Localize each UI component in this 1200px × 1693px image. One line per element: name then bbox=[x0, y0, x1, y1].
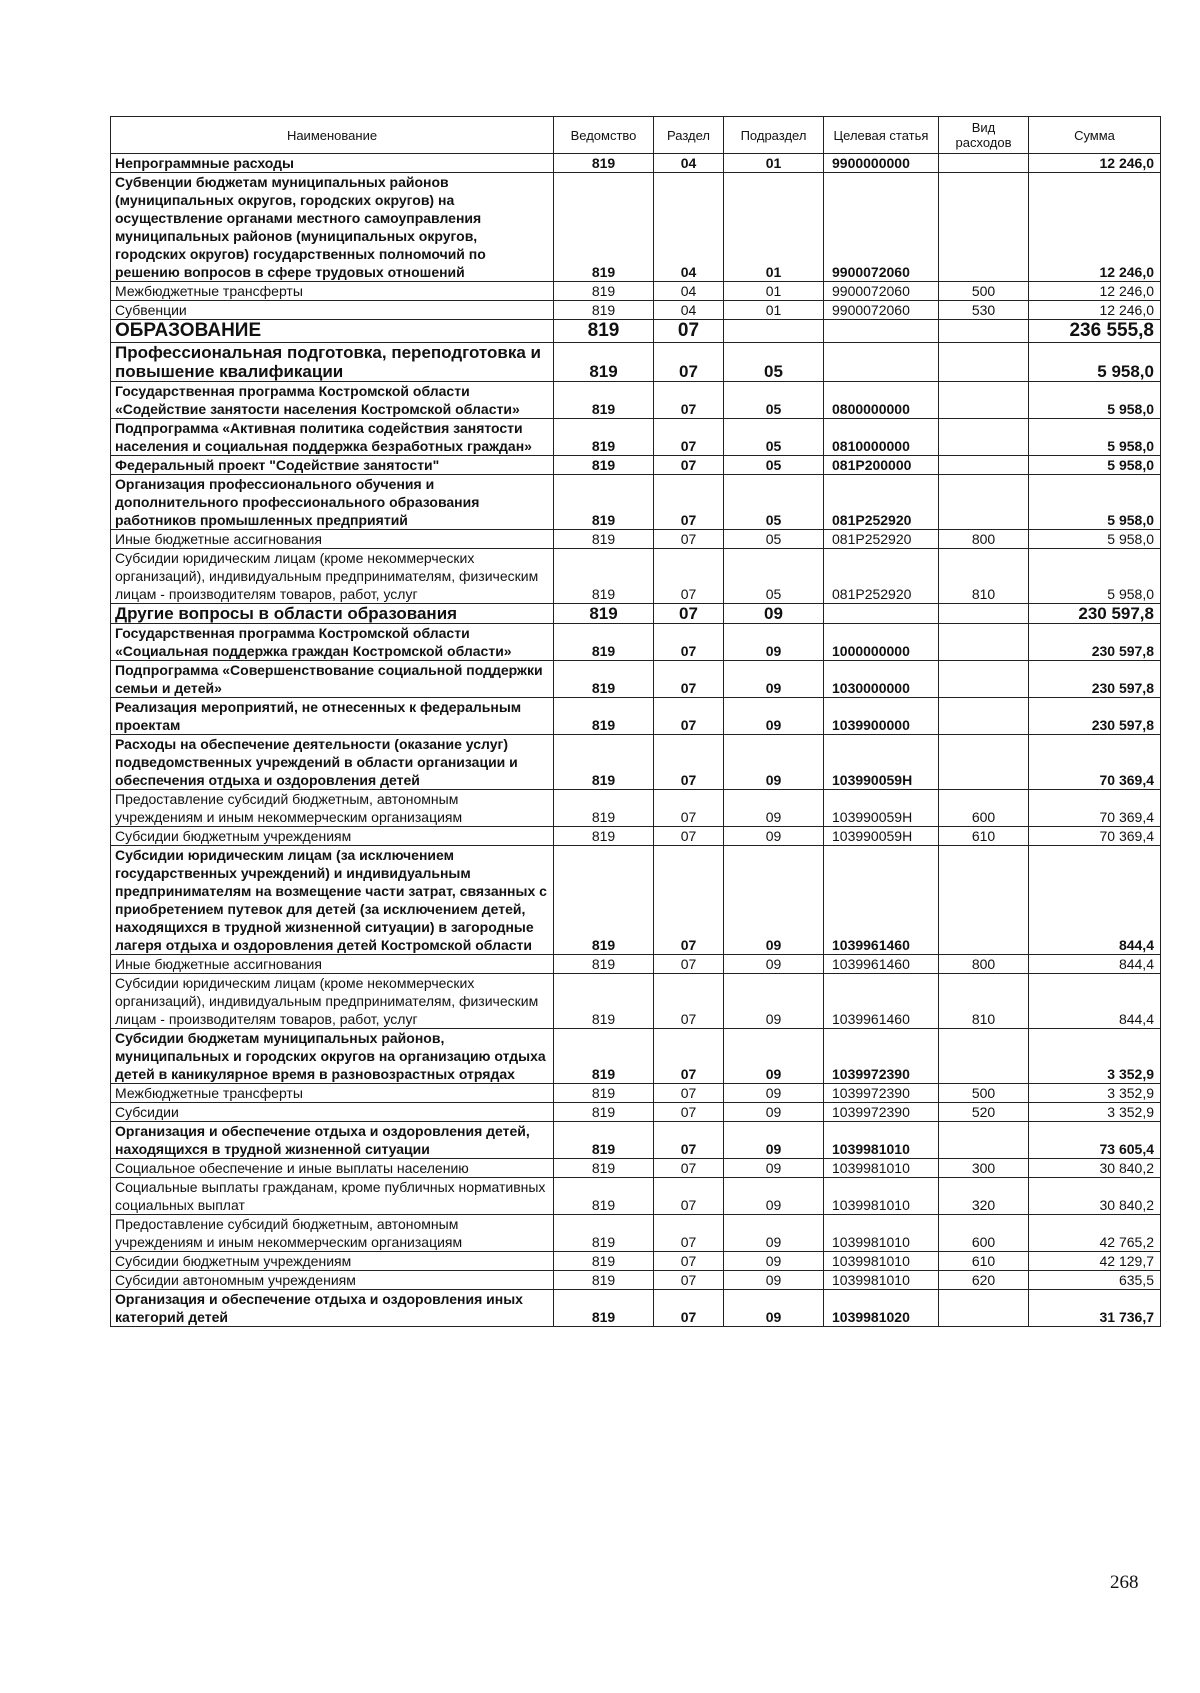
cell-celevaya-statya: 1039961460 bbox=[824, 974, 939, 1029]
cell-razdel: 07 bbox=[654, 1178, 724, 1215]
cell-name: Иные бюджетные ассигнования bbox=[111, 955, 554, 974]
cell-razdel: 07 bbox=[654, 698, 724, 735]
cell-podrazdel: 09 bbox=[724, 1271, 824, 1290]
cell-vedomstvo: 819 bbox=[554, 661, 654, 698]
cell-summa: 844,4 bbox=[1029, 974, 1161, 1029]
cell-summa: 30 840,2 bbox=[1029, 1159, 1161, 1178]
cell-vedomstvo: 819 bbox=[554, 1084, 654, 1103]
cell-celevaya-statya: 1039900000 bbox=[824, 698, 939, 735]
cell-podrazdel: 09 bbox=[724, 846, 824, 955]
cell-podrazdel: 09 bbox=[724, 1029, 824, 1084]
table-row bbox=[111, 475, 1161, 530]
cell-vedomstvo: 819 bbox=[554, 530, 654, 549]
budget-table bbox=[110, 116, 1161, 1327]
cell-vid-raskhodov: 810 bbox=[939, 974, 1029, 1029]
table-row bbox=[111, 846, 1161, 955]
cell-summa: 5 958,0 bbox=[1029, 549, 1161, 604]
cell-name: ОБРАЗОВАНИЕ bbox=[111, 320, 554, 343]
cell-celevaya-statya: 103990059Н bbox=[824, 827, 939, 846]
cell-celevaya-statya: 1039981010 bbox=[824, 1122, 939, 1159]
cell-celevaya-statya: 9900000000 bbox=[824, 154, 939, 173]
cell-podrazdel: 09 bbox=[724, 604, 824, 624]
cell-razdel: 07 bbox=[654, 604, 724, 624]
cell-razdel: 07 bbox=[654, 846, 724, 955]
cell-name: Подпрограмма «Совершенствование социальной поддержки семьи и детей» bbox=[111, 661, 554, 698]
cell-celevaya-statya: 1039972390 bbox=[824, 1029, 939, 1084]
cell-razdel: 07 bbox=[654, 661, 724, 698]
cell-summa: 5 958,0 bbox=[1029, 343, 1161, 382]
cell-name: Субсидии юридическим лицам (кроме некоммерческих организаций), индивидуальным предпринимателям, физическим лицам - производителям товаров, работ, услуг bbox=[111, 974, 554, 1029]
cell-celevaya-statya: 1039972390 bbox=[824, 1084, 939, 1103]
header-summa: Сумма bbox=[1029, 117, 1161, 154]
cell-vid-raskhodov: 610 bbox=[939, 827, 1029, 846]
cell-summa: 5 958,0 bbox=[1029, 419, 1161, 456]
cell-vid-raskhodov bbox=[939, 1290, 1029, 1327]
cell-celevaya-statya: 1039981010 bbox=[824, 1252, 939, 1271]
cell-summa: 12 246,0 bbox=[1029, 154, 1161, 173]
cell-name: Организация и обеспечение отдыха и оздоровления иных категорий детей bbox=[111, 1290, 554, 1327]
cell-name: Государственная программа Костромской области «Социальная поддержка граждан Костромской области» bbox=[111, 624, 554, 661]
cell-vid-raskhodov: 600 bbox=[939, 790, 1029, 827]
cell-vid-raskhodov: 320 bbox=[939, 1178, 1029, 1215]
cell-vid-raskhodov bbox=[939, 475, 1029, 530]
cell-vedomstvo: 819 bbox=[554, 827, 654, 846]
cell-vid-raskhodov bbox=[939, 320, 1029, 343]
cell-razdel: 07 bbox=[654, 320, 724, 343]
cell-summa: 844,4 bbox=[1029, 955, 1161, 974]
cell-summa: 844,4 bbox=[1029, 846, 1161, 955]
cell-vedomstvo: 819 bbox=[554, 282, 654, 301]
cell-summa: 230 597,8 bbox=[1029, 698, 1161, 735]
cell-podrazdel: 05 bbox=[724, 456, 824, 475]
cell-name: Профессиональная подготовка, переподготовка и повышение квалификации bbox=[111, 343, 554, 382]
cell-celevaya-statya: 1000000000 bbox=[824, 624, 939, 661]
cell-podrazdel bbox=[724, 320, 824, 343]
cell-summa: 12 246,0 bbox=[1029, 173, 1161, 282]
table-row bbox=[111, 301, 1161, 320]
cell-celevaya-statya: 1039972390 bbox=[824, 1103, 939, 1122]
cell-name: Социальное обеспечение и иные выплаты населению bbox=[111, 1159, 554, 1178]
table-row bbox=[111, 419, 1161, 456]
cell-razdel: 04 bbox=[654, 301, 724, 320]
cell-name: Предоставление субсидий бюджетным, автономным учреждениям и иным некоммерческим организациям bbox=[111, 1215, 554, 1252]
cell-summa: 230 597,8 bbox=[1029, 624, 1161, 661]
cell-name: Организация профессионального обучения и дополнительного профессионального образования работников промышленных предприятий bbox=[111, 475, 554, 530]
cell-vid-raskhodov: 500 bbox=[939, 282, 1029, 301]
cell-celevaya-statya: 103990059Н bbox=[824, 790, 939, 827]
cell-podrazdel: 09 bbox=[724, 1290, 824, 1327]
cell-summa: 73 605,4 bbox=[1029, 1122, 1161, 1159]
table-row bbox=[111, 173, 1161, 282]
cell-name: Субсидии юридическим лицам (кроме некоммерческих организаций), индивидуальным предпринимателям, физическим лицам - производителям товаров, работ, услуг bbox=[111, 549, 554, 604]
cell-vedomstvo: 819 bbox=[554, 1103, 654, 1122]
cell-vedomstvo: 819 bbox=[554, 790, 654, 827]
cell-vedomstvo: 819 bbox=[554, 154, 654, 173]
table-row bbox=[111, 549, 1161, 604]
cell-vedomstvo: 819 bbox=[554, 320, 654, 343]
cell-razdel: 07 bbox=[654, 343, 724, 382]
table-row bbox=[111, 320, 1161, 343]
cell-name: Субсидии юридическим лицам (за исключением государственных учреждений) и индивидуальным предпринимателям на возмещение части затрат, связанных с приобретением путевок для детей (за исключением детей, находящихся в трудной жизненной ситуации) в загородные лагеря отдыха и оздоровления детей Костромской области bbox=[111, 846, 554, 955]
table-row bbox=[111, 382, 1161, 419]
cell-podrazdel: 09 bbox=[724, 1084, 824, 1103]
cell-vid-raskhodov: 520 bbox=[939, 1103, 1029, 1122]
header-row bbox=[111, 117, 1161, 154]
cell-razdel: 04 bbox=[654, 154, 724, 173]
table-row bbox=[111, 735, 1161, 790]
cell-razdel: 07 bbox=[654, 827, 724, 846]
cell-vid-raskhodov bbox=[939, 604, 1029, 624]
cell-name: Расходы на обеспечение деятельности (оказание услуг) подведомственных учреждений в области организации и обеспечения отдыха и оздоровления детей bbox=[111, 735, 554, 790]
cell-celevaya-statya: 1039981010 bbox=[824, 1215, 939, 1252]
cell-podrazdel: 05 bbox=[724, 530, 824, 549]
cell-razdel: 07 bbox=[654, 1290, 724, 1327]
cell-name: Непрограммные расходы bbox=[111, 154, 554, 173]
cell-name: Субсидии бюджетам муниципальных районов, муниципальных и городских округов на организацию отдыха детей в каникулярное время в разновозрастных отрядах bbox=[111, 1029, 554, 1084]
cell-vid-raskhodov: 300 bbox=[939, 1159, 1029, 1178]
cell-celevaya-statya bbox=[824, 320, 939, 343]
header-celevaya: Целевая статья bbox=[824, 117, 939, 154]
table-row bbox=[111, 661, 1161, 698]
cell-celevaya-statya: 1039961460 bbox=[824, 955, 939, 974]
cell-vedomstvo: 819 bbox=[554, 1159, 654, 1178]
cell-celevaya-statya: 0810000000 bbox=[824, 419, 939, 456]
cell-celevaya-statya bbox=[824, 604, 939, 624]
cell-vedomstvo: 819 bbox=[554, 604, 654, 624]
cell-razdel: 07 bbox=[654, 790, 724, 827]
cell-vedomstvo: 819 bbox=[554, 419, 654, 456]
cell-name: Реализация мероприятий, не отнесенных к федеральным проектам bbox=[111, 698, 554, 735]
cell-vid-raskhodov bbox=[939, 343, 1029, 382]
cell-vedomstvo: 819 bbox=[554, 846, 654, 955]
table-row bbox=[111, 1084, 1161, 1103]
cell-vid-raskhodov: 800 bbox=[939, 955, 1029, 974]
cell-podrazdel: 05 bbox=[724, 549, 824, 604]
table-row bbox=[111, 530, 1161, 549]
cell-celevaya-statya: 081P200000 bbox=[824, 456, 939, 475]
cell-vedomstvo: 819 bbox=[554, 549, 654, 604]
cell-summa: 12 246,0 bbox=[1029, 282, 1161, 301]
cell-celevaya-statya: 081P252920 bbox=[824, 549, 939, 604]
cell-razdel: 07 bbox=[654, 1159, 724, 1178]
table-row bbox=[111, 343, 1161, 382]
cell-summa: 31 736,7 bbox=[1029, 1290, 1161, 1327]
header-vedomstvo: Ведомство bbox=[554, 117, 654, 154]
cell-podrazdel: 09 bbox=[724, 974, 824, 1029]
cell-podrazdel: 09 bbox=[724, 827, 824, 846]
table-row bbox=[111, 1290, 1161, 1327]
cell-vid-raskhodov bbox=[939, 154, 1029, 173]
cell-razdel: 07 bbox=[654, 1122, 724, 1159]
cell-vedomstvo: 819 bbox=[554, 343, 654, 382]
cell-vedomstvo: 819 bbox=[554, 301, 654, 320]
cell-podrazdel: 01 bbox=[724, 173, 824, 282]
cell-razdel: 07 bbox=[654, 1252, 724, 1271]
cell-celevaya-statya: 1039981020 bbox=[824, 1290, 939, 1327]
cell-vid-raskhodov: 610 bbox=[939, 1252, 1029, 1271]
cell-podrazdel: 05 bbox=[724, 382, 824, 419]
table-row bbox=[111, 456, 1161, 475]
cell-podrazdel: 09 bbox=[724, 735, 824, 790]
cell-vedomstvo: 819 bbox=[554, 456, 654, 475]
cell-razdel: 07 bbox=[654, 1029, 724, 1084]
cell-name: Иные бюджетные ассигнования bbox=[111, 530, 554, 549]
cell-vid-raskhodov bbox=[939, 456, 1029, 475]
cell-podrazdel: 09 bbox=[724, 698, 824, 735]
cell-summa: 42 765,2 bbox=[1029, 1215, 1161, 1252]
cell-vid-raskhodov bbox=[939, 1029, 1029, 1084]
cell-razdel: 07 bbox=[654, 419, 724, 456]
cell-vid-raskhodov bbox=[939, 698, 1029, 735]
cell-celevaya-statya: 1039981010 bbox=[824, 1271, 939, 1290]
cell-celevaya-statya: 9900072060 bbox=[824, 173, 939, 282]
table-row bbox=[111, 827, 1161, 846]
cell-summa: 70 369,4 bbox=[1029, 827, 1161, 846]
cell-celevaya-statya: 081P252920 bbox=[824, 475, 939, 530]
cell-podrazdel: 01 bbox=[724, 301, 824, 320]
header-razdel: Раздел bbox=[654, 117, 724, 154]
cell-celevaya-statya: 1039961460 bbox=[824, 846, 939, 955]
cell-podrazdel: 09 bbox=[724, 1103, 824, 1122]
cell-vedomstvo: 819 bbox=[554, 382, 654, 419]
cell-vedomstvo: 819 bbox=[554, 1215, 654, 1252]
cell-summa: 230 597,8 bbox=[1029, 604, 1161, 624]
cell-podrazdel: 09 bbox=[724, 1122, 824, 1159]
cell-razdel: 07 bbox=[654, 1103, 724, 1122]
cell-name: Субсидии автономным учреждениям bbox=[111, 1271, 554, 1290]
table-row bbox=[111, 1215, 1161, 1252]
cell-name: Социальные выплаты гражданам, кроме публичных нормативных социальных выплат bbox=[111, 1178, 554, 1215]
cell-razdel: 07 bbox=[654, 1271, 724, 1290]
cell-vid-raskhodov: 620 bbox=[939, 1271, 1029, 1290]
cell-vedomstvo: 819 bbox=[554, 1122, 654, 1159]
header-podrazdel: Подраздел bbox=[724, 117, 824, 154]
table-row bbox=[111, 955, 1161, 974]
cell-vedomstvo: 819 bbox=[554, 1290, 654, 1327]
table-row bbox=[111, 1252, 1161, 1271]
cell-vid-raskhodov bbox=[939, 846, 1029, 955]
table-row bbox=[111, 1178, 1161, 1215]
table-row bbox=[111, 604, 1161, 624]
cell-podrazdel: 09 bbox=[724, 1252, 824, 1271]
table-row bbox=[111, 1271, 1161, 1290]
cell-vid-raskhodov bbox=[939, 419, 1029, 456]
cell-summa: 42 129,7 bbox=[1029, 1252, 1161, 1271]
cell-podrazdel: 09 bbox=[724, 661, 824, 698]
cell-celevaya-statya bbox=[824, 343, 939, 382]
cell-vid-raskhodov bbox=[939, 382, 1029, 419]
table-row bbox=[111, 698, 1161, 735]
cell-name: Межбюджетные трансферты bbox=[111, 1084, 554, 1103]
cell-summa: 635,5 bbox=[1029, 1271, 1161, 1290]
cell-name: Предоставление субсидий бюджетным, автономным учреждениям и иным некоммерческим организациям bbox=[111, 790, 554, 827]
cell-razdel: 07 bbox=[654, 549, 724, 604]
cell-vedomstvo: 819 bbox=[554, 735, 654, 790]
cell-razdel: 07 bbox=[654, 1084, 724, 1103]
table-row bbox=[111, 282, 1161, 301]
cell-vid-raskhodov bbox=[939, 735, 1029, 790]
cell-razdel: 07 bbox=[654, 624, 724, 661]
cell-celevaya-statya: 081P252920 bbox=[824, 530, 939, 549]
table-row bbox=[111, 974, 1161, 1029]
cell-summa: 30 840,2 bbox=[1029, 1178, 1161, 1215]
header-name: Наименование bbox=[111, 117, 554, 154]
cell-razdel: 07 bbox=[654, 530, 724, 549]
table-row bbox=[111, 154, 1161, 173]
cell-summa: 70 369,4 bbox=[1029, 735, 1161, 790]
cell-vid-raskhodov: 530 bbox=[939, 301, 1029, 320]
cell-celevaya-statya: 1039981010 bbox=[824, 1159, 939, 1178]
table-row bbox=[111, 790, 1161, 827]
cell-razdel: 07 bbox=[654, 456, 724, 475]
cell-podrazdel: 05 bbox=[724, 475, 824, 530]
cell-vedomstvo: 819 bbox=[554, 1252, 654, 1271]
cell-celevaya-statya: 1039981010 bbox=[824, 1178, 939, 1215]
cell-podrazdel: 09 bbox=[724, 1178, 824, 1215]
cell-name: Субсидии бюджетным учреждениям bbox=[111, 1252, 554, 1271]
cell-vid-raskhodov bbox=[939, 1122, 1029, 1159]
cell-razdel: 07 bbox=[654, 955, 724, 974]
cell-celevaya-statya: 9900072060 bbox=[824, 301, 939, 320]
cell-podrazdel: 01 bbox=[724, 282, 824, 301]
cell-name: Субсидии бюджетным учреждениям bbox=[111, 827, 554, 846]
cell-vedomstvo: 819 bbox=[554, 1271, 654, 1290]
page-number: 268 bbox=[1110, 1572, 1139, 1593]
cell-summa: 3 352,9 bbox=[1029, 1029, 1161, 1084]
table-row bbox=[111, 1122, 1161, 1159]
cell-razdel: 07 bbox=[654, 974, 724, 1029]
cell-podrazdel: 09 bbox=[724, 1159, 824, 1178]
cell-podrazdel: 05 bbox=[724, 343, 824, 382]
cell-summa: 5 958,0 bbox=[1029, 530, 1161, 549]
cell-vedomstvo: 819 bbox=[554, 698, 654, 735]
cell-razdel: 04 bbox=[654, 282, 724, 301]
cell-name: Государственная программа Костромской области «Содействие занятости населения Костромской области» bbox=[111, 382, 554, 419]
cell-vedomstvo: 819 bbox=[554, 955, 654, 974]
table-row bbox=[111, 1159, 1161, 1178]
cell-vid-raskhodov bbox=[939, 661, 1029, 698]
cell-vid-raskhodov: 500 bbox=[939, 1084, 1029, 1103]
cell-razdel: 07 bbox=[654, 475, 724, 530]
cell-name: Подпрограмма «Активная политика содействия занятости населения и социальная поддержка безработных граждан» bbox=[111, 419, 554, 456]
cell-summa: 3 352,9 bbox=[1029, 1103, 1161, 1122]
cell-vid-raskhodov bbox=[939, 173, 1029, 282]
cell-name: Другие вопросы в области образования bbox=[111, 604, 554, 624]
cell-name: Субсидии bbox=[111, 1103, 554, 1122]
cell-name: Субвенции бюджетам муниципальных районов (муниципальных округов, городских округов) на осуществление органами местного самоуправления муниципальных районов (муниципальных округов, городских округов) государственных полномочий по решению вопросов в сфере трудовых отношений bbox=[111, 173, 554, 282]
cell-razdel: 04 bbox=[654, 173, 724, 282]
cell-name: Субвенции bbox=[111, 301, 554, 320]
cell-summa: 12 246,0 bbox=[1029, 301, 1161, 320]
cell-summa: 236 555,8 bbox=[1029, 320, 1161, 343]
cell-vedomstvo: 819 bbox=[554, 1029, 654, 1084]
cell-podrazdel: 09 bbox=[724, 790, 824, 827]
cell-summa: 5 958,0 bbox=[1029, 382, 1161, 419]
cell-vid-raskhodov: 800 bbox=[939, 530, 1029, 549]
cell-name: Организация и обеспечение отдыха и оздоровления детей, находящихся в трудной жизненной ситуации bbox=[111, 1122, 554, 1159]
cell-vedomstvo: 819 bbox=[554, 974, 654, 1029]
cell-summa: 70 369,4 bbox=[1029, 790, 1161, 827]
cell-podrazdel: 05 bbox=[724, 419, 824, 456]
cell-vedomstvo: 819 bbox=[554, 475, 654, 530]
table-header bbox=[111, 117, 1161, 154]
cell-name: Межбюджетные трансферты bbox=[111, 282, 554, 301]
cell-summa: 230 597,8 bbox=[1029, 661, 1161, 698]
cell-summa: 5 958,0 bbox=[1029, 475, 1161, 530]
cell-podrazdel: 09 bbox=[724, 1215, 824, 1252]
cell-vid-raskhodov: 600 bbox=[939, 1215, 1029, 1252]
cell-vedomstvo: 819 bbox=[554, 173, 654, 282]
cell-podrazdel: 09 bbox=[724, 624, 824, 661]
cell-summa: 3 352,9 bbox=[1029, 1084, 1161, 1103]
cell-name: Федеральный проект "Содействие занятости" bbox=[111, 456, 554, 475]
cell-razdel: 07 bbox=[654, 382, 724, 419]
table-row bbox=[111, 1103, 1161, 1122]
table-body bbox=[111, 154, 1161, 1327]
cell-summa: 5 958,0 bbox=[1029, 456, 1161, 475]
cell-celevaya-statya: 1030000000 bbox=[824, 661, 939, 698]
cell-razdel: 07 bbox=[654, 735, 724, 790]
cell-podrazdel: 09 bbox=[724, 955, 824, 974]
cell-celevaya-statya: 0800000000 bbox=[824, 382, 939, 419]
header-vid: Вид расходов bbox=[939, 117, 1029, 154]
table-row bbox=[111, 1029, 1161, 1084]
cell-podrazdel: 01 bbox=[724, 154, 824, 173]
cell-vid-raskhodov bbox=[939, 624, 1029, 661]
cell-celevaya-statya: 103990059Н bbox=[824, 735, 939, 790]
cell-vedomstvo: 819 bbox=[554, 624, 654, 661]
cell-razdel: 07 bbox=[654, 1215, 724, 1252]
cell-celevaya-statya: 9900072060 bbox=[824, 282, 939, 301]
table-row bbox=[111, 624, 1161, 661]
cell-vid-raskhodov: 810 bbox=[939, 549, 1029, 604]
cell-vedomstvo: 819 bbox=[554, 1178, 654, 1215]
